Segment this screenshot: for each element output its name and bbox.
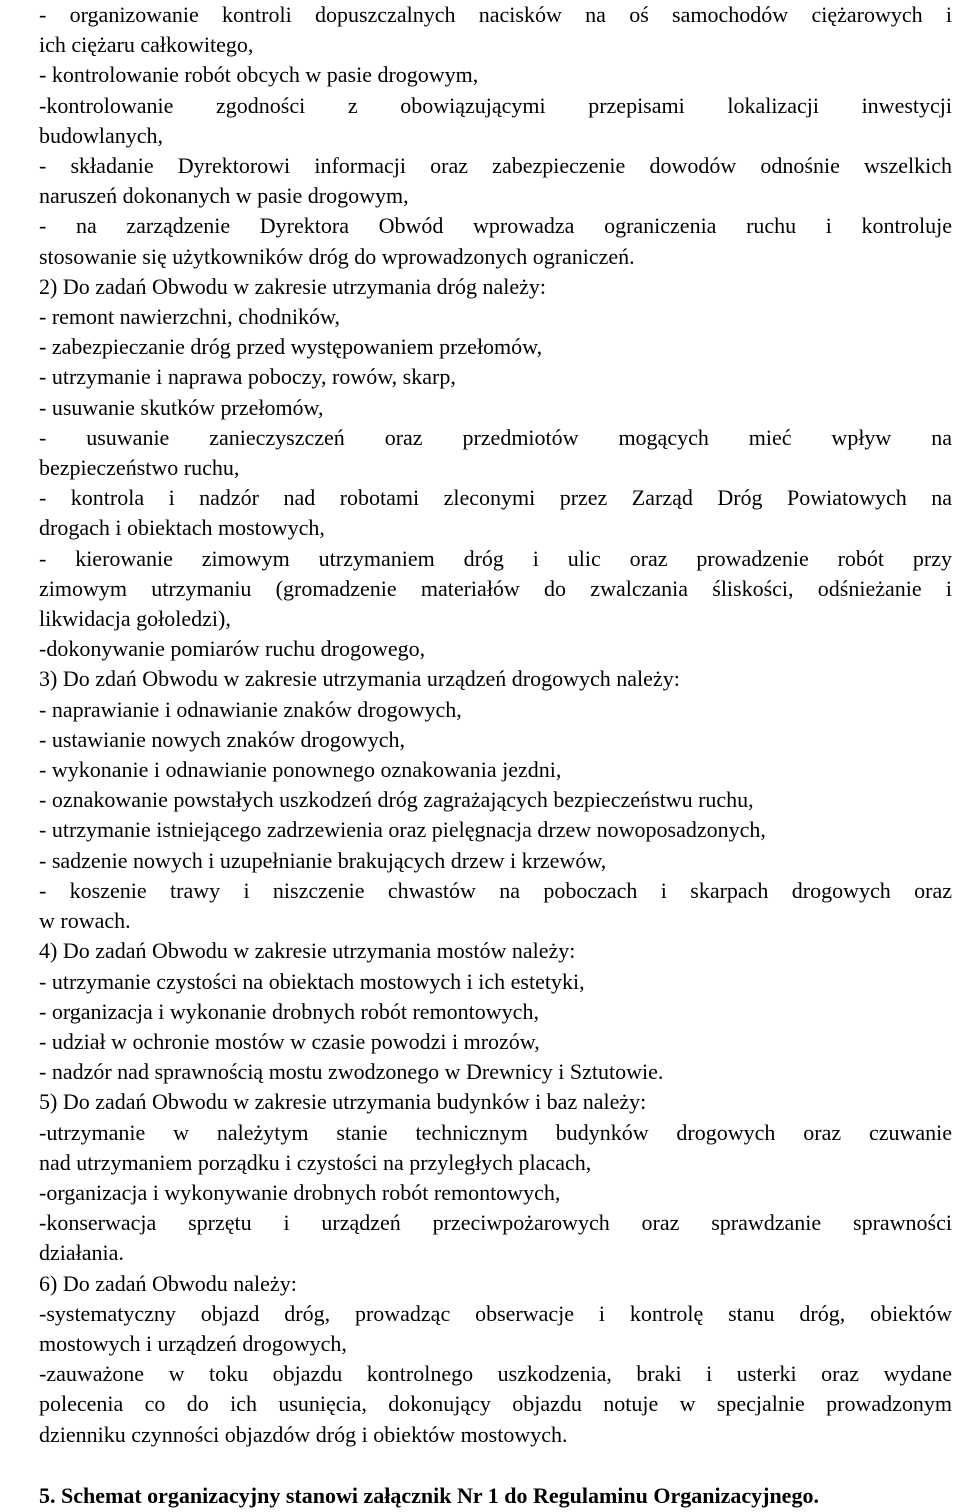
- list-item: [39, 1178, 952, 1208]
- document-content: [39, 0, 952, 1450]
- section-4: [39, 936, 952, 1087]
- list-item: [39, 91, 952, 151]
- text-line: budowlanych,: [39, 122, 164, 148]
- text-line: nad utrzymaniem porządku i czystości na przyległych placach,: [39, 1149, 592, 1175]
- text-line: dzienniku czynności objazdów dróg i obiektów mostowych.: [39, 1421, 568, 1447]
- text-line: -zauważone w toku objazdu kontrolnego uszkodzenia, braki i usterki oraz wydane: [39, 1361, 952, 1387]
- text-line: -konserwacja sprzętu i urządzeń przeciwpożarowych oraz sprawdzanie sprawności: [39, 1210, 952, 1236]
- text-line: w rowach.: [39, 908, 131, 934]
- text-line: -kontrolowanie zgodności z obowiązującymi przepisami lokalizacji inwestycji: [39, 92, 952, 118]
- text-line: bezpieczeństwo ruchu,: [39, 455, 240, 481]
- list-item: [39, 423, 952, 483]
- text-line: - nadzór nad sprawnością mostu zwodzonego w Drewnicy i Sztutowie.: [39, 1059, 664, 1085]
- list-item: [39, 695, 952, 725]
- text-line: - koszenie trawy i niszczenie chwastów na poboczach i skarpach drogowych oraz: [39, 877, 952, 903]
- section-5: [39, 1087, 952, 1268]
- text-line: - utrzymanie i naprawa poboczy, rowów, skarp,: [39, 364, 456, 390]
- text-line: -dokonywanie pomiarów ruchu drogowego,: [39, 636, 426, 662]
- text-line: - oznakowanie powstałych uszkodzeń dróg zagrażających bezpieczeństwu ruchu,: [39, 787, 754, 813]
- text-line: - utrzymanie czystości na obiektach mostowych i ich estetyki,: [39, 968, 585, 994]
- text-line: drogach i obiektach mostowych,: [39, 515, 325, 541]
- list-item: [39, 1057, 952, 1087]
- text-line: - wykonanie i odnawianie ponownego oznakowania jezdni,: [39, 757, 562, 783]
- list-item: [39, 151, 952, 211]
- text-line: - remont nawierzchni, chodników,: [39, 304, 340, 330]
- text-line: naruszeń dokonanych w pasie drogowym,: [39, 183, 409, 209]
- list-item: [39, 483, 952, 543]
- list-item: [39, 634, 952, 664]
- text-line: -utrzymanie w należytym stanie technicznym budynków drogowych oraz czuwanie: [39, 1119, 952, 1145]
- text-line: działania.: [39, 1240, 124, 1266]
- section-heading: 4) Do zadań Obwodu w zakresie utrzymania mostów należy:: [39, 938, 576, 964]
- list-item: [39, 544, 952, 635]
- list-item: [39, 393, 952, 423]
- text-line: - zabezpieczanie dróg przed występowaniem przełomów,: [39, 334, 543, 360]
- list-item: [39, 332, 952, 362]
- text-line: - ustawianie nowych znaków drogowych,: [39, 726, 405, 752]
- text-line: - składanie Dyrektorowi informacji oraz zabezpieczenie dowodów odnośnie wszelkich: [39, 153, 952, 179]
- text-line: polecenia co do ich usunięcia, dokonujący objazdu notuje w specjalnie prowadzonym: [39, 1391, 952, 1417]
- text-line: -organizacja i wykonywanie drobnych robót remontowych,: [39, 1179, 561, 1205]
- list-item: [39, 1118, 952, 1178]
- list-item: [39, 997, 952, 1027]
- list-item: [39, 1299, 952, 1359]
- text-line: - kontrolowanie robót obcych w pasie drogowym,: [39, 62, 479, 88]
- section-heading: 5) Do zadań Obwodu w zakresie utrzymania budynków i baz należy:: [39, 1089, 647, 1115]
- section-heading: 6) Do zadań Obwodu należy:: [39, 1270, 297, 1296]
- text-line: - kontrola i nadzór nad robotami zleconymi przez Zarząd Dróg Powiatowych na: [39, 485, 952, 511]
- list-item: [39, 1208, 952, 1268]
- text-line: - organizowanie kontroli dopuszczalnych nacisków na oś samochodów ciężarowych i: [39, 2, 952, 27]
- list-item: [39, 0, 952, 60]
- text-line: - kierowanie zimowym utrzymaniem dróg i ulic oraz prowadzenie robót przy: [39, 545, 952, 571]
- section-2: [39, 272, 952, 665]
- sections-container: [39, 272, 952, 1450]
- text-line: - naprawianie i odnawianie znaków drogowych,: [39, 696, 462, 722]
- list-item: [39, 725, 952, 755]
- section-6: [39, 1269, 952, 1450]
- section-3: [39, 664, 952, 936]
- intro-list: [39, 0, 952, 272]
- list-item: [39, 302, 952, 332]
- list-item: [39, 60, 952, 90]
- text-line: ich ciężaru całkowitego,: [39, 32, 254, 58]
- text-line: - utrzymanie istniejącego zadrzewienia oraz pielęgnacja drzew nowoposadzonych,: [39, 817, 766, 843]
- list-item: [39, 1027, 952, 1057]
- section-heading: 2) Do zadań Obwodu w zakresie utrzymania dróg należy:: [39, 273, 547, 299]
- text-line: - usuwanie skutków przełomów,: [39, 394, 324, 420]
- text-line: zimowym utrzymaniu (gromadzenie materiałów do zwalczania śliskości, odśnieżanie i: [39, 575, 952, 601]
- list-item: [39, 755, 952, 785]
- list-item: [39, 846, 952, 876]
- list-item: [39, 815, 952, 845]
- text-line: - usuwanie zanieczyszczeń oraz przedmiotów mogących mieć wpływ na: [39, 424, 952, 450]
- footer-statement: 5. Schemat organizacyjny stanowi załącznik Nr 1 do Regulaminu Organizacyjnego.: [39, 1483, 819, 1508]
- list-item: [39, 211, 952, 271]
- section-heading: 3) Do zdań Obwodu w zakresie utrzymania urządzeń drogowych należy:: [39, 666, 680, 692]
- text-line: - organizacja i wykonanie drobnych robót remontowych,: [39, 998, 539, 1024]
- text-line: - udział w ochronie mostów w czasie powodzi i mrozów,: [39, 1028, 540, 1054]
- text-line: - sadzenie nowych i uzupełnianie brakujących drzew i krzewów,: [39, 847, 607, 873]
- text-line: -systematyczny objazd dróg, prowadząc obserwacje i kontrolę stanu dróg, obiektów: [39, 1300, 952, 1326]
- list-item: [39, 362, 952, 392]
- list-item: [39, 785, 952, 815]
- list-item: [39, 967, 952, 997]
- text-line: - na zarządzenie Dyrektora Obwód wprowadza ograniczenia ruchu i kontroluje: [39, 213, 952, 239]
- list-item: [39, 876, 952, 936]
- text-line: mostowych i urządzeń drogowych,: [39, 1330, 347, 1356]
- text-line: likwidacja gołoledzi),: [39, 606, 231, 632]
- text-line: stosowanie się użytkowników dróg do wprowadzonych ograniczeń.: [39, 243, 635, 269]
- list-item: [39, 1359, 952, 1450]
